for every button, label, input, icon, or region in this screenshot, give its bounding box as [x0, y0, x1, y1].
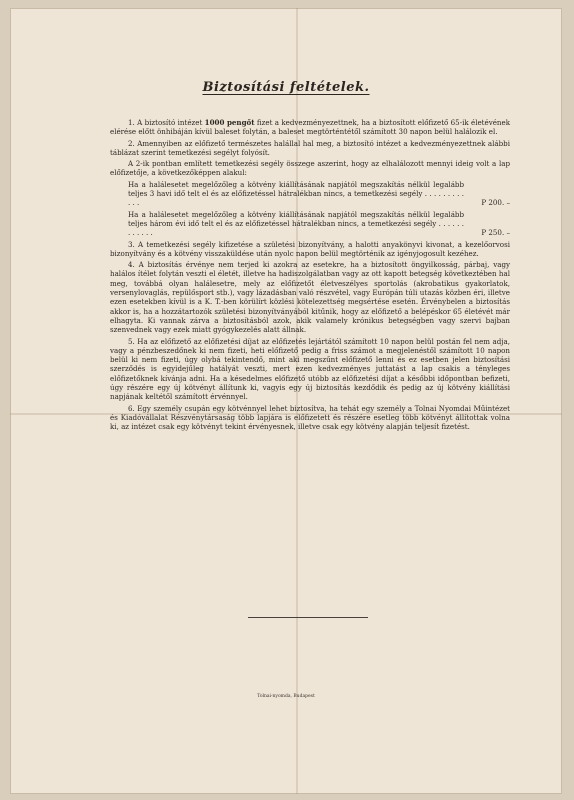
- rate-text: Ha a halálesetet megelőzőleg a kötvény kiállításának napjától megszakítás nélkül legalább teljes 3 havi idő telt el és az előfizetéssel hátralékban nincs, a temetkezési segély . . . . . . . . . . . .: [128, 179, 464, 208]
- paragraph-1-start: 1. A biztosító intézet: [128, 118, 205, 127]
- document-title: Biztosítási feltételek.: [202, 80, 370, 95]
- rate-amount: P 250. –: [481, 228, 510, 238]
- document-body: [110, 118, 510, 434]
- rate-row-3-years: [110, 210, 510, 238]
- rate-text: Ha a halálesetet megelőzőleg a kötvény kiállításának napjától megszakítás nélkül legalább teljes három évi idő telt el és az előfizetéssel hátralékban nincs, a temetkezési segély . . . . . . . . . . . .: [128, 209, 464, 238]
- rate-amount: P 200. –: [481, 198, 510, 208]
- paragraph-2-note: A 2-ik pontban említett temetkezési segély összege aszerint, hogy az elhalálozott mennyi ideig volt a lap előfizetője, a következőképpen alakul:: [110, 159, 510, 178]
- amount-1000-pengo: 1000 pengőt: [204, 118, 255, 127]
- paragraph-5: 5. Ha az előfizető az előfizetési díjat az előfizetés lejártától számított 10 napon belül postán fel nem adja, vagy a pénzbeszedőnek ki nem fizeti, heti előfizető pedig a friss számot a megjelenéstől számított 10 napon belül ki nem fizeti, úgy olybá tekintendő, mint aki megszűnt előfizető lenni és ez esetben jelen biztosítási szerződés is egyidejűleg hatályát veszti, mert ezen kedvezményes juttatást a lap csakis a tényleges előfizetőknek kívánja adni. Ha a késedelmes előfizető utóbb az előfizetési díjat a későbbi időpontban befizeti, úgy részére egy új kötvényt állítunk ki, vagyis egy új biztosítás kezdődik és pedig az új kötvény kiállítási napjának keltétől számított érvénnyel.: [110, 336, 510, 402]
- printer-imprint: Tolnai-nyomda, Budapest: [257, 694, 315, 699]
- paragraph-1: [110, 118, 510, 137]
- paragraph-3: 3. A temetkezési segély kifizetése a születési bizonyítvány, a halotti anyakönyvi kivonat, a kezelőorvosi bizonyítvány és a kötvény visszaküldése után nyolc napon belül megtörténik az igényjogosult kezéhez.: [110, 239, 510, 258]
- divider-line: [248, 617, 368, 618]
- paragraph-2: 2. Amennyiben az előfizető természetes halállal hal meg, a biztosító intézet a kedvezményezettnek alábbi táblázat szerint temetkezési segélyt folyósít.: [110, 138, 510, 157]
- paragraph-6: 6. Egy személy csupán egy kötvénnyel lehet biztosítva, ha tehát egy személy a Tolnai Nyomdai Műintézet és Kiadóvállalat Részvénytársaság több lapjára is előfizetett és részére esetleg több kötvényt állítottak volna ki, az intézet csak egy kötvényt tekint érvényesnek, illetve csak egy kötvény alapján teljesít fizetést.: [110, 403, 510, 432]
- document-sheet: [10, 8, 562, 794]
- rate-row-3-months: [110, 180, 510, 208]
- paragraph-1-end: fizet a kedvezményezettnek, ha a biztosított előfizető 65-ik életévének elérése előtt önhibáján kívül baleset folytán, a baleset megtörténtétől számított 30 napon belül halálozik el.: [110, 118, 510, 137]
- paragraph-4: 4. A biztosítás érvénye nem terjed ki azokra az esetekre, ha a biztosított öngyilkosság, párbaj, vagy halálos ítélet folytán veszti el életét, illetve ha hadiszolgálatban vagy az ott kapott betegség következtében hal meg, továbbá olyan halálesetre, mely az előfizetőt életveszélyes sportolás (akrobatikus gyakorlatok, versenylovaglás, repülősport stb.), vagy lázadásban való részvétel, vagy Európán túli utazás közben éri, illetve ezen esetekben kívül is a K. T.-ben körülírt közlési kötelezettség megsértése esetén. Érvénybelen a biztosítás akkor is, ha a hozzátartozók születési bizonyítványából kitűnik, hogy az előfizető a belépéskor 65 életévét már elhagyta. Ki vannak zárva a biztosításból azok, akik valamely krónikus betegségben vagy szervi bajban szenvednek vagy ezek miatt gyógykezelés alatt állnak.: [110, 260, 510, 335]
